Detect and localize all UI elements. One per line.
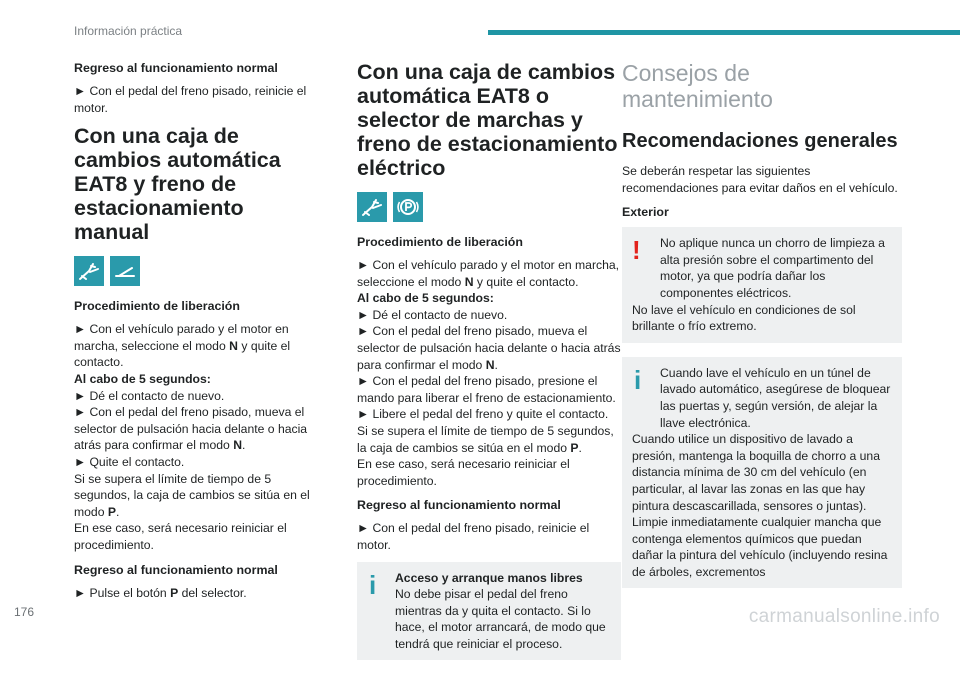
return-normal-text-3: ► Con el pedal del freno pisado, reinicie el motor.: [357, 521, 590, 552]
warning-icon: !: [632, 235, 641, 266]
section-heading-electric-brake: Con una caja de cambios automática EAT8 o selector de marchas y freno de estacionamiento eléctrico: [357, 60, 618, 180]
watermark: carmanualsonline.info: [748, 606, 940, 627]
return-normal-heading-2: Regreso al funcionamiento normal: [74, 562, 278, 577]
return-normal-text: ► Con el pedal del freno pisado, reinicie el motor.: [74, 84, 307, 115]
release-procedure: ► Con el vehículo parado y el motor en marcha, seleccione el modo N y quite el contacto. Al cabo de 5 segundos: ► Dé el contacto de nuevo. ► Con el pedal del freno pisado, mueva el selector de pulsación hacia delante o hacia atrás para confirmar el modo N. ► Quite el contacto. Si se supera el límite de tiempo de 5 segundos, la caja de cambios se sitúa en el modo P. En ese caso, será necesario reiniciar el procedimiento.: [74, 322, 310, 552]
page-section-title: Consejos de mantenimiento: [622, 60, 773, 112]
exterior-heading: Exterior: [622, 205, 669, 220]
handbrake-lever-icon: [110, 256, 140, 286]
warning-note: ! No aplique nunca un chorro de limpieza a alta presión sobre el compartimento del motor, ya que podría dañar los componentes eléctricos. No lave el vehículo en condiciones de sol brillante o frío extremo.: [622, 227, 902, 343]
icon-row-2: [357, 192, 621, 222]
column-left: [74, 60, 322, 609]
recommendations-heading: Recomendaciones generales: [622, 130, 898, 152]
release-heading: Procedimiento de liberación: [74, 299, 240, 314]
note-title: Acceso y arranque manos libres: [395, 570, 583, 585]
section-heading-manual-brake: Con una caja de cambios automática EAT8 y freno de estacionamiento manual: [74, 124, 281, 245]
info-icon: i: [634, 364, 642, 395]
return-normal-text-2: ► Pulse el botón P del selector.: [74, 585, 247, 600]
column-middle: [357, 60, 621, 674]
page-number: 176: [14, 605, 35, 619]
column-right: [622, 60, 902, 602]
return-normal-heading: Regreso al funcionamiento normal: [74, 61, 278, 75]
info-note-hands-free: i Acceso y arranque manos libres No debe pisar el pedal del freno mientras da y quita el contacto. Si lo hace, el motor arrancará, de modo que tendrá que reiniciar el proceso.: [357, 562, 621, 661]
release-heading-2: Procedimiento de liberación: [357, 235, 523, 249]
gear-lever-icon: [357, 192, 387, 222]
icon-row: [74, 256, 322, 286]
header-accent-bar: [488, 30, 960, 35]
gear-lever-icon: [74, 256, 104, 286]
return-normal-heading-3: Regreso al funcionamiento normal: [357, 498, 561, 513]
intro-text: Se deberán respetar las siguientes recomendaciones para evitar daños en el vehículo.: [622, 164, 898, 195]
running-header: Información práctica: [74, 24, 183, 38]
info-icon: i: [369, 569, 377, 600]
parking-brake-icon: [393, 192, 423, 222]
info-note-washing: i Cuando lave el vehículo en un túnel de lavado automático, asegúrese de bloquear las puertas y, según versión, de alejar la llave electrónica. Cuando utilice un dispositivo de lavado a presión, mantenga la boquilla de chorro a una distancia mínima de 30 cm del vehículo (en particular, al lavar las zonas en las que hay pintura descascarillada, sensores o juntas). Limpie inmediatamente cualquier mancha que contenga elementos químicos que puedan dañar la pintura del vehículo (incluyendo resina de árboles, excrementos: [622, 357, 902, 589]
release-procedure-2: ► Con el vehículo parado y el motor en marcha, seleccione el modo N y quite el contacto. Al cabo de 5 segundos: ► Dé el contacto de nuevo. ► Con el pedal del freno pisado, mueva el selector de pulsación hacia delante o hacia atrás para confirmar el modo N. ► Con el pedal del freno pisado, presione el mando para liberar el freno de estacionamiento. ► Libere el pedal del freno y quite el contacto. Si se supera el límite de tiempo de 5 segundos, la caja de cambios se sitúa en el modo P. En ese caso, será necesario reiniciar el procedimiento.: [357, 258, 621, 488]
